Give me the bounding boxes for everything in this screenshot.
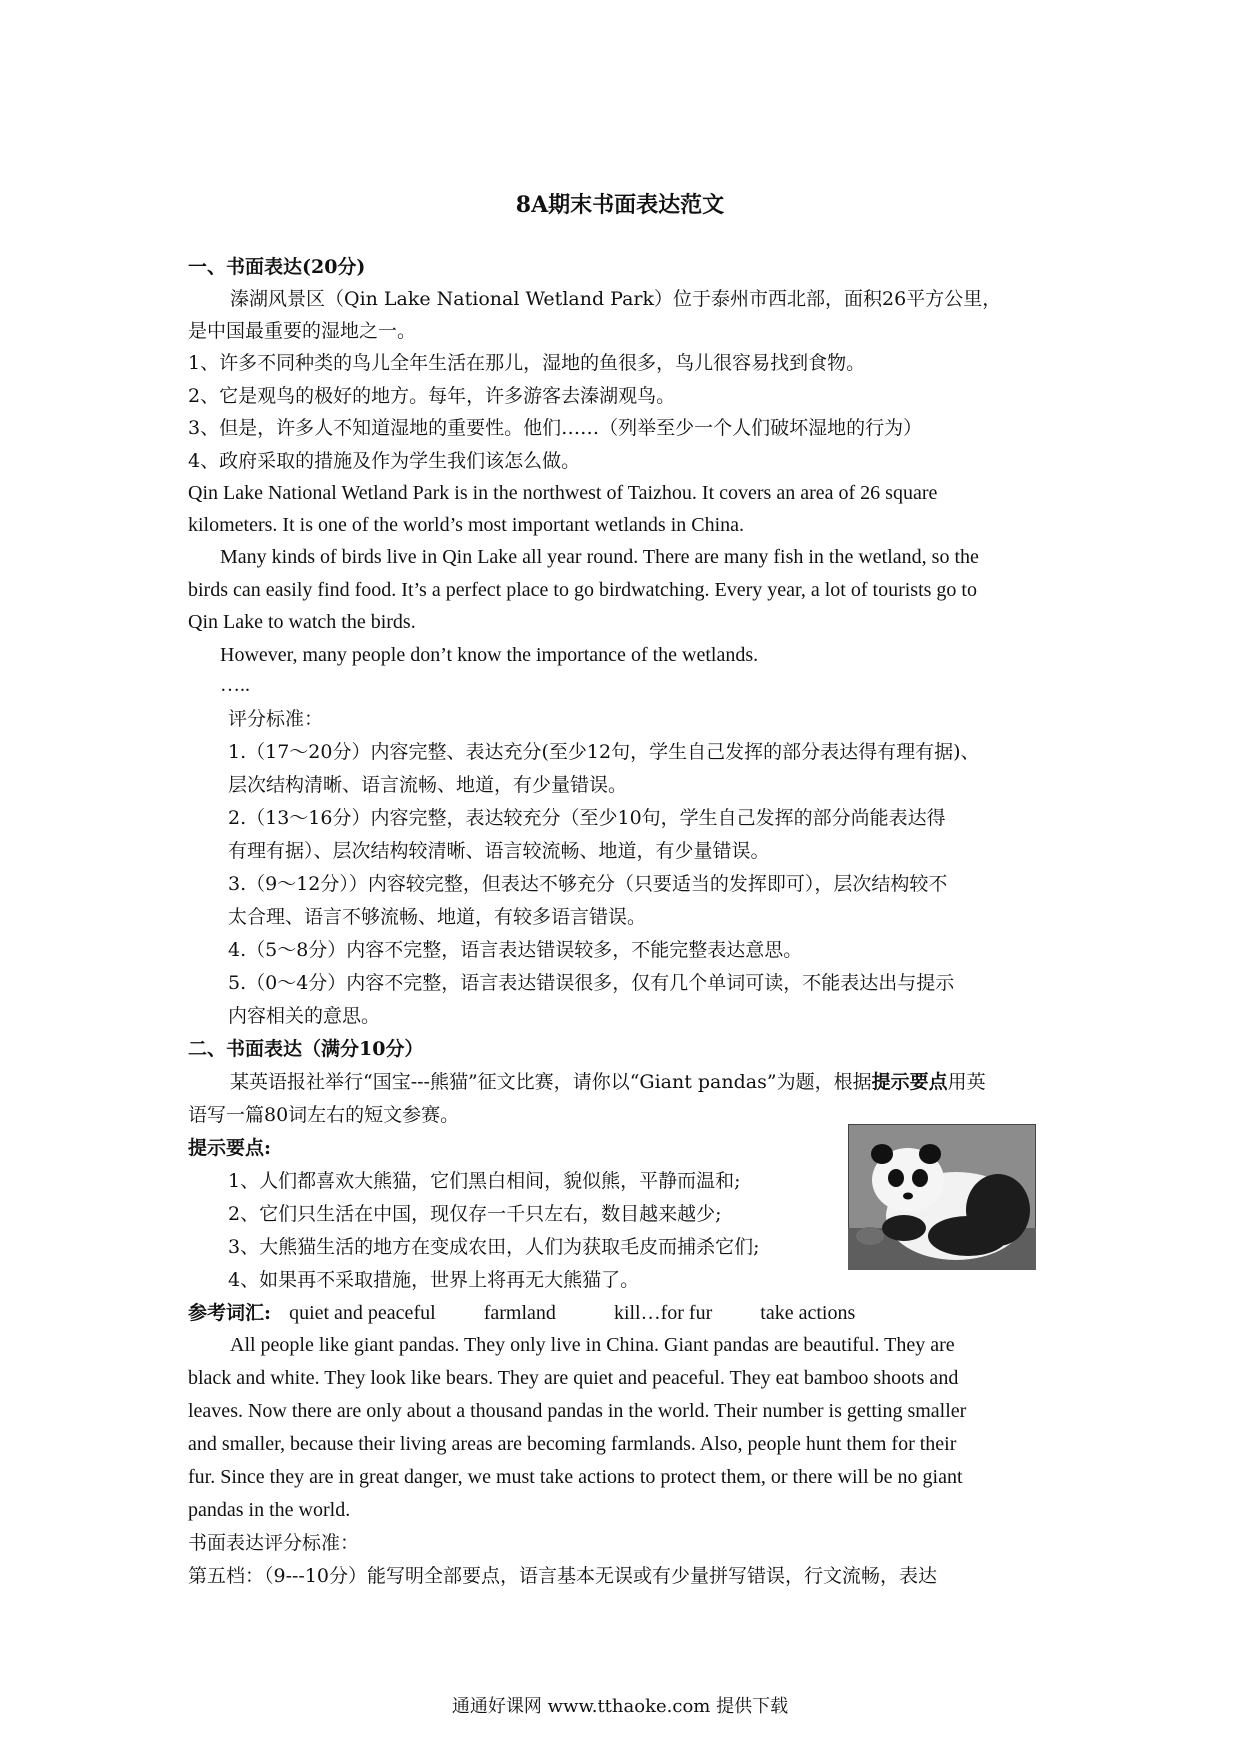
section2-essay-line: leaves. Now there are only about a thousand pandas in the world. Their number is getting smaller <box>188 1400 967 1422</box>
section1-point: 1、许多不同种类的鸟儿全年生活在那儿，湿地的鱼很多，鸟儿很容易找到食物。 <box>188 352 866 374</box>
criteria-line: 第五档：（9---10分）能写明全部要点，语言基本无误或有少量拼写错误，行文流畅，表达 <box>188 1565 938 1587</box>
section2-intro-emphasis: 提示要点 <box>871 1071 948 1093</box>
section1-point: 2、它是观鸟的极好的地方。每年，许多游客去溱湖观鸟。 <box>188 385 676 407</box>
vocab-item: quiet and peaceful <box>289 1302 436 1324</box>
section2-intro-text: 某英语报社举行“国宝---熊猫”征文比赛，请你以“Giant pandas”为题，根据 <box>230 1071 872 1093</box>
rubric-line: 2.（13～16分）内容完整，表达较充分（至少10句，学生自己发挥的部分尚能表达得 <box>228 807 946 829</box>
hint-item: 3、大熊猫生活的地方在变成农田，人们为获取毛皮而捕杀它们; <box>228 1236 760 1258</box>
vocab-label: 参考词汇: <box>188 1302 272 1324</box>
section2-essay-line: black and white. They look like bears. They are quiet and peaceful. They eat bamboo shoots and <box>188 1367 959 1389</box>
section2-intro-text: 用英 <box>947 1071 986 1093</box>
section2-intro <box>230 1069 986 1095</box>
rubric-line: 3.（9～12分））内容较完整，但表达不够充分（只要适当的发挥即可），层次结构较不 <box>228 873 948 895</box>
section1-point: 3、但是，许多人不知道湿地的重要性。他们……（列举至少一个人们破坏湿地的行为） <box>188 417 923 439</box>
section1-essay-line: kilometers. It is one of the world’s most important wetlands in China. <box>188 514 745 536</box>
hint-item: 2、它们只生活在中国，现仅存一千只左右，数目越来越少; <box>228 1203 722 1225</box>
document-title: 8A期末书面表达范文 <box>515 192 725 218</box>
rubric-line: 太合理、语言不够流畅、地道，有较多语言错误。 <box>228 906 647 928</box>
vocab-line <box>188 1300 855 1326</box>
vocab-item: farmland <box>483 1302 556 1324</box>
rubric-line: 1.（17～20分）内容完整、表达充分(至少12句，学生自己发挥的部分表达得有理有据)、 <box>228 741 980 763</box>
hints-label: 提示要点: <box>188 1137 272 1159</box>
vocab-item: take actions <box>760 1302 856 1324</box>
rubric-line: 4.（5～8分）内容不完整，语言表达错误较多，不能完整表达意思。 <box>228 939 803 961</box>
rubric-line: 有理有据）、层次结构较清晰、语言较流畅、地道，有少量错误。 <box>228 840 770 862</box>
section1-essay-line: Many kinds of birds live in Qin Lake all year round. There are many fish in the wetland, so the <box>220 546 979 568</box>
rubric-label: 评分标准： <box>228 708 324 730</box>
section2-intro-line: 语写一篇80词左右的短文参赛。 <box>188 1104 460 1126</box>
panda-image <box>848 1124 1036 1270</box>
rubric-line: 5.（0～4分）内容不完整，语言表达错误很多，仅有几个单词可读，不能表达出与提示 <box>228 972 955 994</box>
section2-essay-line: fur. Since they are in great danger, we must take actions to protect them, or there will be no giant <box>188 1466 963 1488</box>
section2-essay-line: and smaller, because their living areas are becoming farmlands. Also, people hunt them for their <box>188 1433 957 1455</box>
section2-essay-line: All people like giant pandas. They only live in China. Giant pandas are beautiful. They are <box>230 1334 955 1356</box>
section1-essay-line: Qin Lake to watch the birds. <box>188 611 416 633</box>
section2-essay-line: pandas in the world. <box>188 1499 351 1521</box>
section1-essay-line: However, many people don’t know the importance of the wetlands. <box>220 644 759 666</box>
section1-intro-line: 溱湖风景区（Qin Lake National Wetland Park）位于泰州市西北部，面积26平方公里， <box>230 288 1002 310</box>
section1-heading: 一、书面表达(20分) <box>188 256 366 278</box>
section1-intro-line: 是中国最重要的湿地之一。 <box>188 320 417 342</box>
section1-essay-line: birds can easily find food. It’s a perfect place to go birdwatching. Every year, a lot of tourists go to <box>188 579 977 601</box>
hint-item: 4、如果再不采取措施，世界上将再无大熊猫了。 <box>228 1269 640 1291</box>
section1-essay-line: Qin Lake National Wetland Park is in the northwest of Taizhou. It covers an area of 26 square <box>188 482 938 504</box>
vocab-item: kill…for fur <box>613 1302 713 1324</box>
section1-point: 4、政府采取的措施及作为学生我们该怎么做。 <box>188 450 581 472</box>
section2-heading: 二、书面表达（满分10分） <box>188 1038 424 1060</box>
hint-item: 1、人们都喜欢大熊猫，它们黑白相间，貌似熊，平静而温和; <box>228 1170 741 1192</box>
rubric-line: 层次结构清晰、语言流畅、地道，有少量错误。 <box>228 774 628 796</box>
section1-essay-ellipsis: ….. <box>220 674 250 696</box>
rubric-line: 内容相关的意思。 <box>228 1005 381 1027</box>
page-footer: 通通好课网 www.tthaoke.com 提供下载 <box>451 1696 789 1717</box>
criteria-label: 书面表达评分标准： <box>188 1532 360 1554</box>
